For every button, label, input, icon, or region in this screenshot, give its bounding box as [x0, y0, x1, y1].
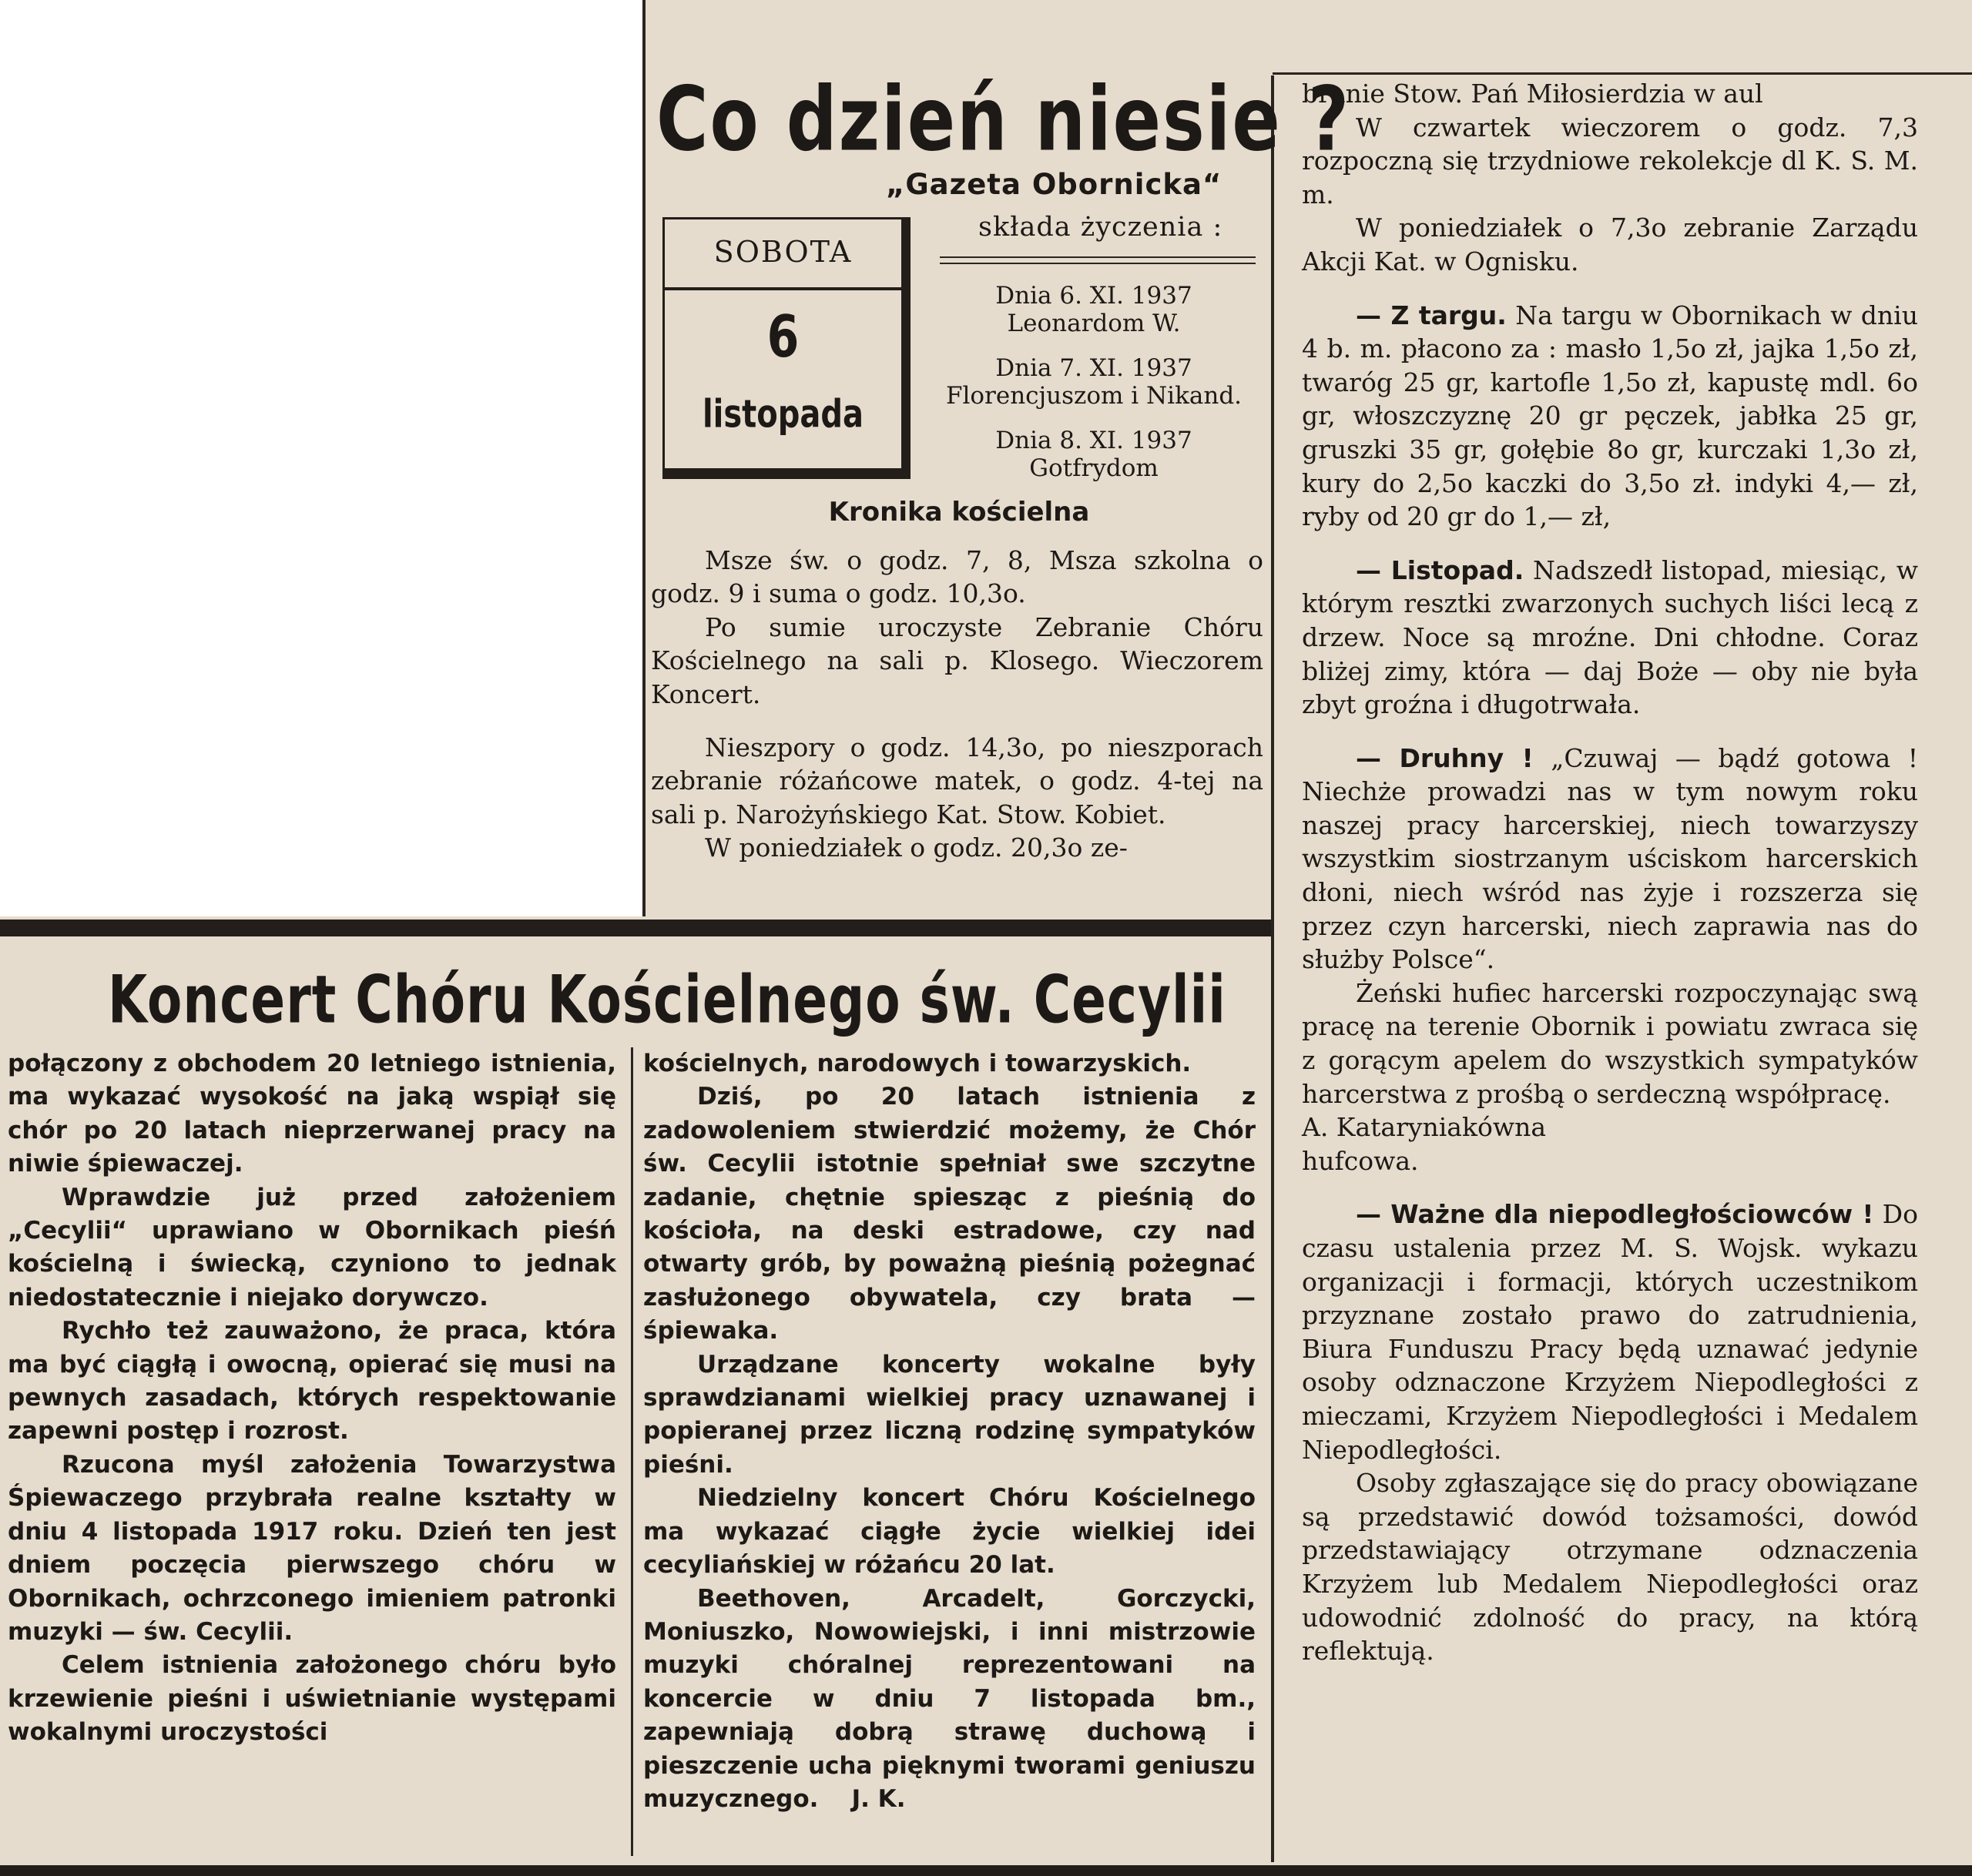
paragraph: branie Stow. Pań Miłosierdzia w aul: [1302, 79, 1763, 109]
paragraph: Rychło też zauważono, że praca, która ma być ciągłą i owocną, opierać się musi na pewnych zasadach, których respektowanie zapewni postęp i rozrost.: [8, 1317, 616, 1446]
calendar-weekday: SOBOTA: [713, 235, 853, 269]
article-signature: J. K.: [851, 1784, 906, 1813]
paragraph-text: Beethoven, Arcadelt, Gorczycki, Moniuszko, Nowowiejski, i inni mistrzowie muzyki chóralnej reprezentowani na koncercie w dniu 7 listopada bm., zapewniają dobrą strawę duchową i pieszczenie ucha pięknymi tworami geniuszu muzycznego.: [643, 1584, 1256, 1813]
calendar-month: listopada: [702, 392, 864, 437]
paragraph: kościelnych, narodowych i towarzyskich.: [643, 1050, 1192, 1077]
column-rule: [642, 0, 646, 916]
calendar-day-number: 6: [766, 303, 800, 371]
name-day-names: Leonardom W.: [1007, 310, 1181, 337]
paper-name: „Gazeta Obornicka“: [886, 168, 1222, 201]
paragraph: Wprawdzie już przed założeniem „Cecylii“ uprawiano w Obornikach pieśń kościelną i świecką, czyniono to jednak niedostatecznie i niejako dorywczo.: [8, 1183, 616, 1312]
paragraph: połączony z obchodem 20 letniego istnienia, ma wykazać wysokość na jaką wspiął się chór po 20 latach nieprzerwanej pracy na niwie śpiewaczej.: [8, 1050, 616, 1178]
right-column: [1302, 77, 1918, 1668]
paragraph: [1302, 1198, 1918, 1466]
name-day-date: Dnia 8. XI. 1937: [995, 427, 1192, 454]
bottom-divider: [0, 1862, 1972, 1876]
top-rule: [1273, 72, 1972, 75]
paragraph: Osoby zgłaszające się do pracy obowiązane są przedstawić dowód tożsamości, dowód przedstawiający otrzymane odznaczenia Krzyżem lub Medalem Niepodległości oraz udowodnić zdolność do pracy, na którą reflektują.: [1302, 1468, 1918, 1667]
news-text: „Czuwaj — bądź gotowa ! Niechże prowadzi nas w tym nowym roku naszej pracy harcerskiej, niech towarzyszy wszystkim siostrzanym uściskom harcerskich dłoni, niech wśród nas żyje i rozszerza się przez czyn harcerski, niech zaprawia nas do służby Polsce“.: [1302, 742, 1918, 975]
name-day-date: Dnia 7. XI. 1937: [995, 354, 1192, 382]
kronika-title: Kronika kościelna: [828, 497, 1090, 528]
column-rule: [1271, 75, 1274, 1873]
paragraph: [1302, 299, 1918, 534]
paragraph: Żeński hufiec harcerski rozpoczynając swą pracę na terenie Obornik i powiatu zwraca się z gorącym apelem do wszystkich sympatyków harcerstwa z prośbą o serdeczną współpracę.: [1302, 977, 1918, 1109]
paragraph: Dziś, po 20 latach istnienia z zadowoleniem stwierdzić możemy, że Chór św. Cecylii istotnie spełniał swe szczytne zadanie, chętnie spiesząc z pieśnią do kościoła, na deski estradowe, czy nad otwarty grób, by poważną pieśnią pożegnać zasłużonego obywatela, czy brata — śpiewaka.: [643, 1083, 1256, 1345]
divider: [940, 256, 1256, 258]
paragraph: [1302, 554, 1918, 722]
paragraph: Celem istnienia założonego chóru było krzewienie pieśni i uświetnianie występami wokalnymi uroczystości: [8, 1651, 616, 1747]
name-day-names: Florencjuszom i Nikand.: [945, 382, 1243, 410]
paragraph: W poniedziałek o godz. 20,3o ze-: [705, 832, 1128, 863]
news-text: Na targu w Obornikach w dniu 4 b. m. płacono za : masło 1,5o zł, jajka 1,5o zł, twaróg 25 gr, kartofle 1,5o zł, kapustę mdl. 6o gr, włoszczyznę 20 gr pęczek, jabłka 25 gr, gruszki 35 gr, gołębie 8o gr, kurczaki 1,3o zł, kury do 2,5o kaczki do 3,5o zł. indyki 4,— zł, ryby od 20 gr do 1,— zł,: [1302, 300, 1918, 532]
news-text: Do czasu ustalenia przez M. S. Wojsk. wykazu organizacji i formacji, których uczestnikom przyznane zostało prawo do zatrudnienia, Biura Funduszu Pracy będą uznawać jedynie osoby odznaczone Krzyżem Niepodległości z mieczami, Krzyżem Niepodległości i Medalem Niepodległości.: [1302, 1199, 1918, 1465]
paragraph: Nieszpory o godz. 14,3o, po nieszporach zebranie różańcowe matek, o godz. 4-tej na sali p. Narożyńskiego Kat. Stow. Kobiet.: [651, 732, 1263, 829]
blank-margin: [0, 0, 642, 916]
name-day-names: Gotfrydom: [1029, 454, 1159, 482]
signature-role: hufcowa.: [1302, 1145, 1419, 1176]
calendar-box: [662, 217, 911, 479]
column-rule: [631, 1047, 633, 1856]
paragraph: [643, 1583, 1256, 1817]
divider: [940, 263, 1256, 264]
calendar-divider: [665, 287, 901, 290]
paragraph: Msze św. o godz. 7, 8, Msza szkolna o godz. 9 i suma o godz. 10,3o.: [651, 545, 1263, 609]
paragraph: Po sumie uroczyste Zebranie Chóru Kościelnego na sali p. Klosego. Wieczorem Koncert.: [651, 611, 1263, 709]
paragraph: W poniedziałek o 7,3o zebranie Zarządu Akcji Kat. w Ognisku.: [1302, 213, 1918, 276]
news-heading: — Ważne dla niepodległościowców !: [1356, 1199, 1874, 1230]
kronika-text: [651, 544, 1263, 865]
news-heading: — Druhny !: [1356, 742, 1534, 773]
paragraph: Urządzane koncerty wokalne były sprawdzianami wielkiej pracy uznawanej i popieranej przez liczną rodzinę sympatyków pieśni.: [643, 1350, 1256, 1479]
paragraph: Rzucona myśl założenia Towarzystwa Śpiewaczego przybrała realne kształty w dniu 4 listopada 1917 roku. Dzień ten jest dniem poczęcia pierwszego chóru w Obornikach, ochrzconego imieniem patronki muzyki — św. Cecylii.: [8, 1450, 616, 1646]
paragraph: [1302, 742, 1918, 977]
paragraph: W czwartek wieczorem o godz. 7,3 rozpoczną się trzydniowe rekolekcje dl K. S. M. m.: [1302, 112, 1918, 209]
signature-name: A. Kataryniakówna: [1302, 1112, 1547, 1143]
paragraph: Niedzielny koncert Chóru Kościelnego ma wykazać ciągłe życie wielkiej idei cecyliańskiej w różańcu 20 lat.: [643, 1484, 1256, 1580]
news-heading: — Listopad.: [1356, 554, 1524, 585]
article-title: Koncert Chóru Kościelnego św. Cecylii: [108, 961, 1226, 1039]
news-heading: — Z targu.: [1356, 300, 1507, 330]
section-title: Co dzień niesie ?: [656, 68, 1351, 171]
heavy-divider: [0, 916, 1271, 940]
article-column-1: [8, 1047, 616, 1750]
news-text: Nadszedł listopad, miesiąc, w którym resztki zwarzonych suchych liści lecą z drzew. Noce są mroźne. Dni chłodne. Coraz bliżej zimy, która — daj Boże — oby nie była zbyt groźna i długotrwała.: [1302, 554, 1918, 720]
article-column-2: [643, 1047, 1256, 1816]
wishes-label: składa życzenia :: [978, 212, 1223, 243]
name-days: [917, 282, 1271, 482]
name-day-date: Dnia 6. XI. 1937: [995, 282, 1192, 310]
